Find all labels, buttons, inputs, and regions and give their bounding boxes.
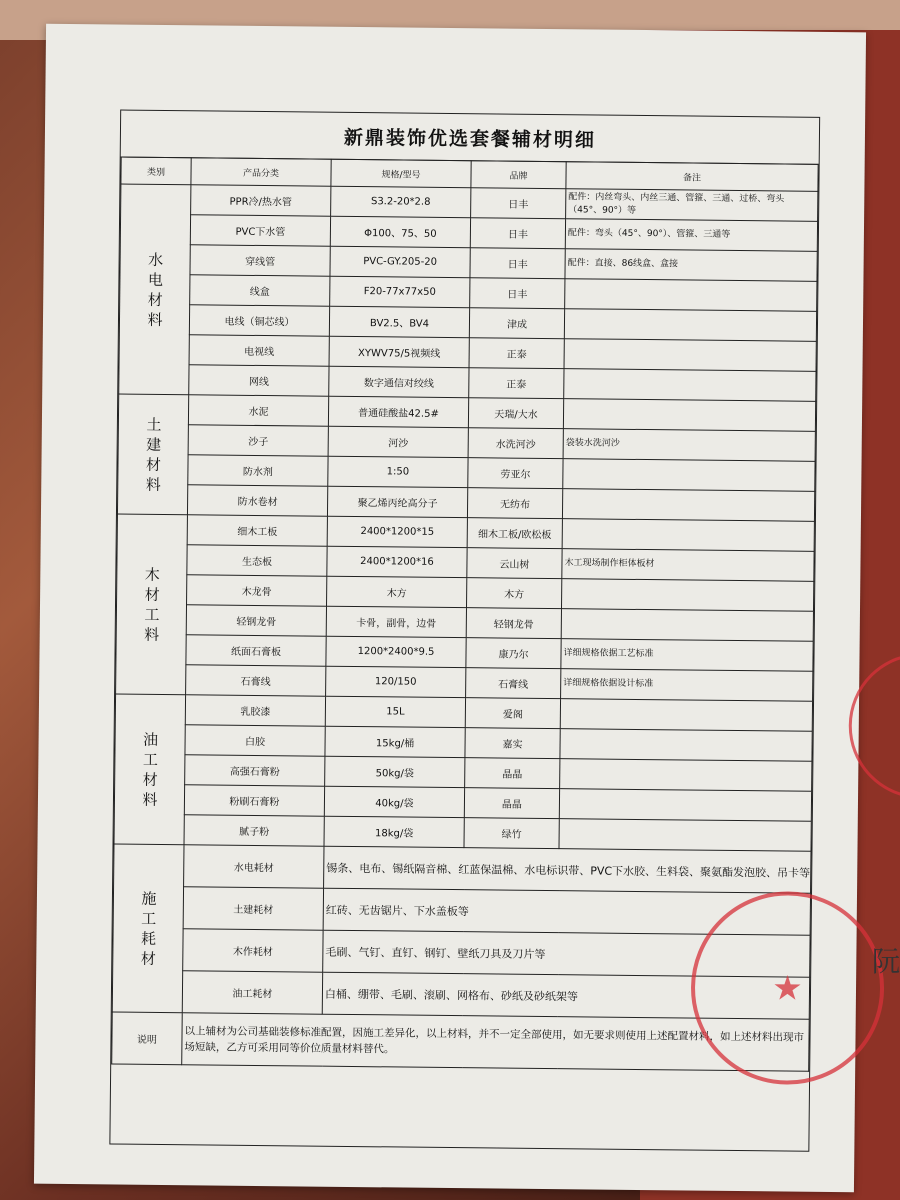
consumable-description: 锡条、电布、锡纸隔音棉、红蓝保温棉、水电标识带、PVC下水胶、生料袋、聚氨酯发泡胶、吊卡等 [324,846,811,893]
note-cell [563,459,815,492]
brand-cell: 晶晶 [465,758,560,789]
brand-cell: 轻钢龙骨 [466,608,561,639]
brand-cell: 水洗河沙 [468,428,563,459]
category-label: 木材工料 [144,565,160,644]
category-label: 土建材料 [145,415,162,494]
note-cell: 配件：内丝弯头、内丝三通、管箍、三通、过桥、弯头（45°、90°）等 [566,189,818,222]
spec-cell: 15L [325,696,465,727]
note-cell [559,819,811,852]
spec-cell: F20-77x77x50 [330,276,470,307]
spec-cell: 2400*1200*15 [327,516,467,547]
header-note: 备注 [566,162,818,192]
category-cell [116,514,188,695]
spec-cell: 1200*2400*9.5 [326,636,466,667]
spec-cell: 卡骨，副骨，边骨 [326,606,466,637]
spec-cell: 聚乙烯丙纶高分子 [327,486,467,517]
spec-cell: PVC-GY.205-20 [330,246,470,277]
product-cell: 防水剂 [188,455,328,486]
brand-cell: 木方 [467,578,562,609]
product-cell: 水电耗材 [184,845,324,888]
header-category: 类别 [121,157,191,185]
brand-cell: 正泰 [469,368,564,399]
spec-cell: 木方 [327,576,467,607]
spec-cell: 1:50 [328,456,468,487]
spec-cell: 120/150 [326,666,466,697]
brand-cell: 细木工板/欧松板 [467,518,562,549]
note-cell [563,399,815,432]
header-brand: 品牌 [471,161,566,189]
product-cell: 腻子粉 [184,815,324,846]
spec-cell: 河沙 [328,426,468,457]
seal-star-icon: ★ [772,967,803,1009]
brand-cell: 正泰 [469,338,564,369]
document-paper [34,24,866,1193]
note-cell: 详细规格依据工艺标准 [561,639,813,672]
category-label: 水电材料 [147,250,164,329]
note-cell [559,789,811,822]
note-cell [561,579,813,612]
spec-cell: BV2.5、BV4 [329,306,469,337]
note-cell [564,369,816,402]
category-cell [114,694,186,845]
consumable-description: 白桶、绷带、毛刷、滚刷、网格布、砂纸及砂纸架等 [322,972,809,1019]
product-cell: 乳胶漆 [185,695,325,726]
brand-cell: 劳亚尔 [468,458,563,489]
product-cell: 网线 [189,365,329,396]
product-cell: PVC下水管 [190,215,330,246]
product-cell: 电视线 [189,335,329,366]
product-cell: 穿线管 [190,245,330,276]
brand-cell: 日丰 [470,218,565,249]
header-product: 产品分类 [191,158,331,186]
category-label: 施工耗材 [140,889,157,968]
spec-cell: 普通硅酸盐42.5# [328,396,468,427]
explanation-text: 以上辅材为公司基础装修标准配置，因施工差异化，以上材料，并不一定全部使用，如无要求则使用上述配置材料，如上述材料出现市场短缺，乙方可采用同等价位质量材料替代。 [182,1013,810,1072]
note-cell [561,609,813,642]
product-cell: 石膏线 [186,665,326,696]
product-cell: 高强石膏粉 [185,755,325,786]
note-cell [564,309,816,342]
product-cell: 防水卷材 [187,485,327,516]
product-cell: PPR冷/热水管 [191,185,331,216]
product-cell: 纸面石膏板 [186,635,326,666]
spec-cell: 50kg/袋 [325,756,465,787]
product-cell: 粉刷石膏粉 [184,785,324,816]
note-cell: 配件：直接、86线盒、盒接 [565,249,817,282]
table-row [113,886,810,935]
brand-cell: 日丰 [470,248,565,279]
note-cell [565,279,817,312]
brand-cell: 日丰 [470,278,565,309]
table-row [114,844,811,893]
brand-cell: 康乃尔 [466,638,561,669]
product-cell: 油工耗材 [182,971,322,1014]
product-cell: 沙子 [188,425,328,456]
note-cell: 木工现场制作柜体板材 [562,549,814,582]
company-seal-stamp [690,891,885,1086]
secondary-seal-stamp [848,652,900,800]
handwritten-signature: 阮 [872,945,900,978]
note-cell: 袋装水洗河沙 [563,429,815,462]
brand-cell: 爱阁 [465,698,560,729]
product-cell: 轻钢龙骨 [186,605,326,636]
brand-cell: 晶晶 [464,788,559,819]
product-cell: 电线（铜芯线） [189,305,329,336]
brand-cell: 云山树 [467,548,562,579]
note-cell [562,489,814,522]
product-cell: 细木工板 [187,515,327,546]
brand-cell: 绿竹 [464,818,559,849]
product-cell: 白胶 [185,725,325,756]
product-cell: 水泥 [188,395,328,426]
category-label: 油工材料 [142,730,159,809]
note-cell [560,699,812,732]
brand-cell: 津成 [469,308,564,339]
brand-cell: 日丰 [471,188,566,219]
product-cell: 木龙骨 [187,575,327,606]
note-cell [562,519,814,552]
note-cell: 配件：弯头（45°、90°）、管箍、三通等 [565,219,817,252]
category-cell [112,844,184,1013]
spec-cell: 18kg/袋 [324,816,464,847]
spec-cell: S3.2-20*2.8 [331,186,471,217]
product-cell: 线盒 [190,275,330,306]
brand-cell: 天瑞/大水 [468,398,563,429]
spec-cell: 2400*1200*16 [327,546,467,577]
product-cell: 木作耗材 [183,929,323,972]
brand-cell: 无纺布 [467,488,562,519]
spec-cell: Φ100、75、50 [330,216,470,247]
brand-cell: 石膏线 [466,668,561,699]
brand-cell: 嘉实 [465,728,560,759]
note-cell: 详细规格依据设计标准 [561,669,813,702]
note-cell [564,339,816,372]
document-title: 新鼎装饰优选套餐辅材明细 [121,111,819,165]
product-cell: 土建耗材 [183,887,323,930]
spec-cell: 40kg/袋 [324,786,464,817]
note-cell [560,759,812,792]
consumable-description: 红砖、无齿锯片、下水盖板等 [323,888,810,935]
spec-cell: 数字通信对绞线 [329,366,469,397]
category-cell [117,394,188,515]
explanation-label: 说明 [112,1012,183,1065]
spec-cell: XYWV75/5视频线 [329,336,469,367]
consumable-description: 毛刷、气钉、直钉、钢钉、壁纸刀具及刀片等 [323,930,810,977]
product-cell: 生态板 [187,545,327,576]
category-cell [119,184,191,395]
header-spec: 规格/型号 [331,159,471,187]
spec-cell: 15kg/桶 [325,726,465,757]
note-cell [560,729,812,762]
